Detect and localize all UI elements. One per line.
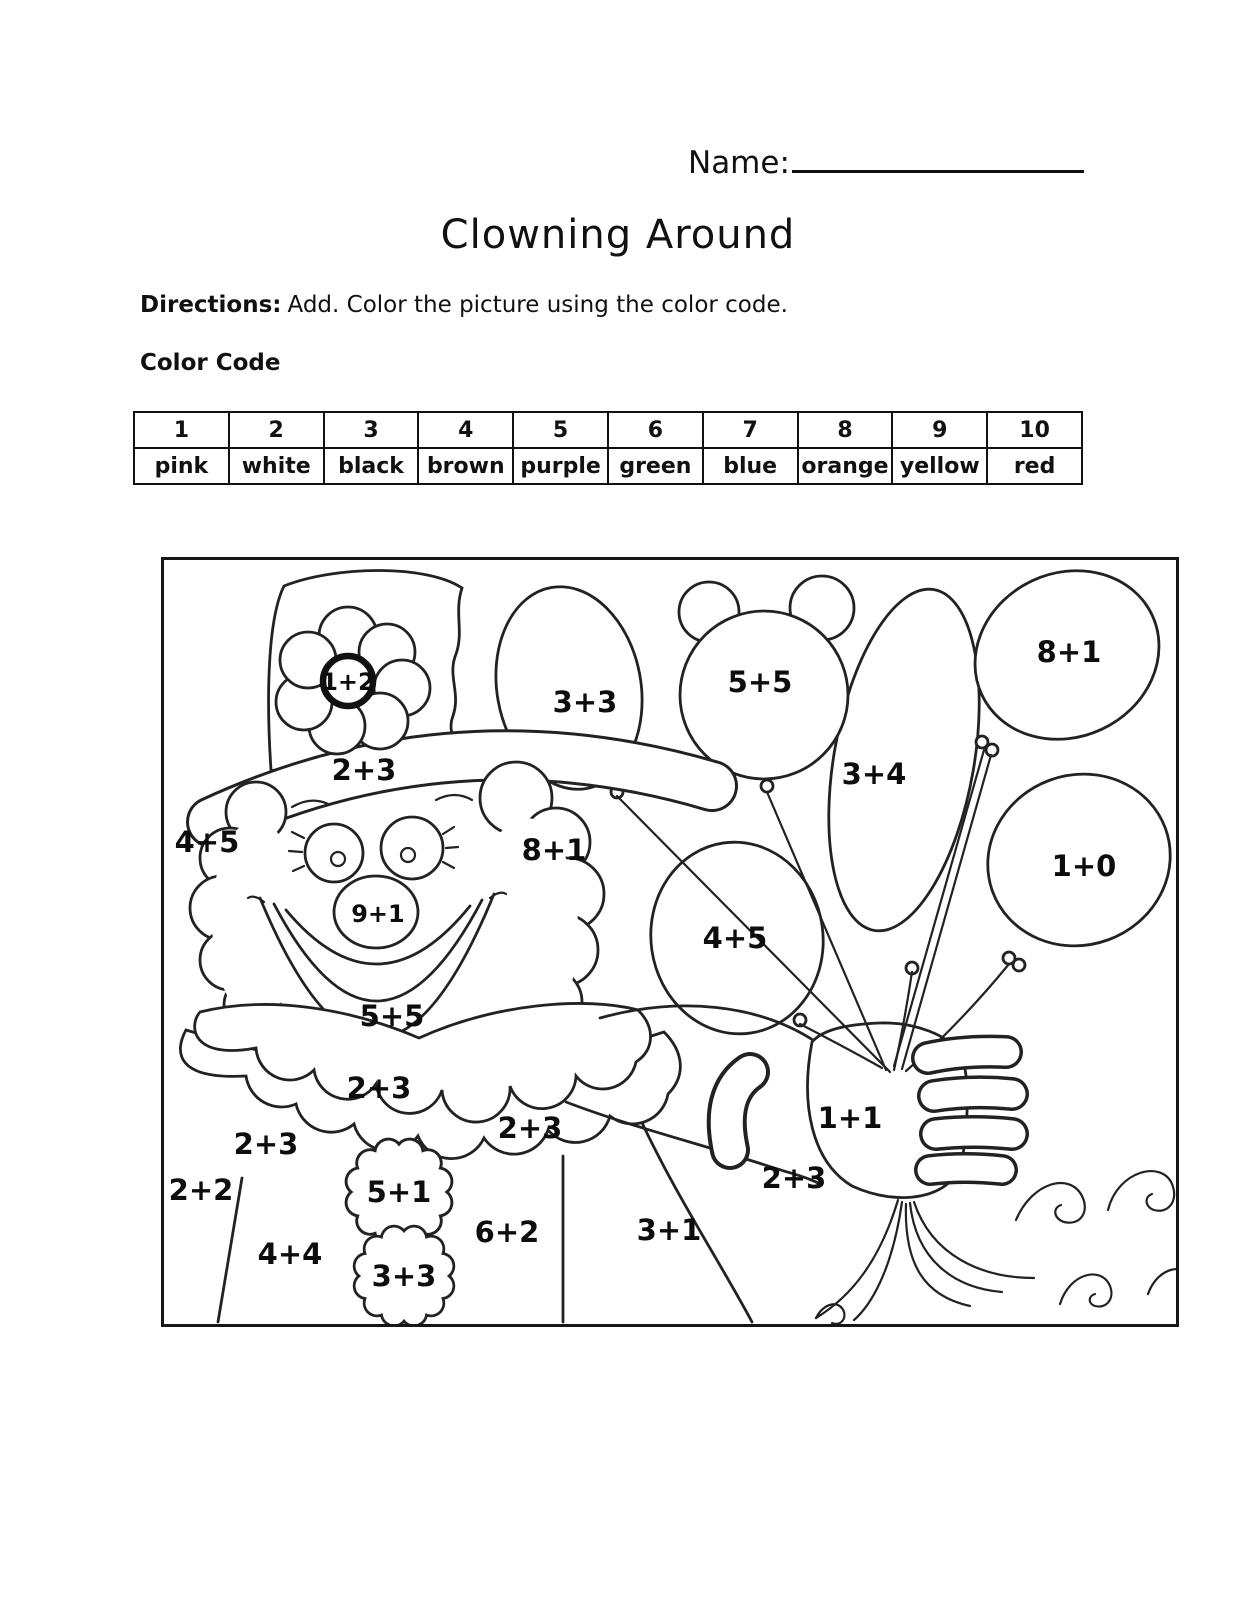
name-label: Name: bbox=[688, 145, 790, 181]
problem-nose: 9+1 bbox=[351, 900, 405, 928]
right-eyebrow bbox=[436, 795, 472, 800]
code-number-cell: 5 bbox=[513, 412, 608, 448]
code-color-cell: black bbox=[324, 448, 419, 484]
code-color-cell: green bbox=[608, 448, 703, 484]
problem-flower-center: 1+2 bbox=[321, 668, 375, 696]
code-number-cell: 4 bbox=[418, 412, 513, 448]
problem-balloon-mouse: 5+5 bbox=[727, 665, 793, 699]
problem-balloon-middle: 4+5 bbox=[702, 921, 768, 955]
directions bbox=[140, 292, 788, 318]
code-color-cell: white bbox=[229, 448, 324, 484]
problem-balloon-right: 1+0 bbox=[1051, 849, 1117, 883]
problem-body-center: 6+2 bbox=[474, 1215, 540, 1249]
code-color-cell: pink bbox=[134, 448, 229, 484]
code-color-cell: blue bbox=[703, 448, 798, 484]
problem-background-left: 4+5 bbox=[174, 825, 240, 859]
code-number-cell: 8 bbox=[798, 412, 893, 448]
code-color-cell: red bbox=[987, 448, 1082, 484]
problem-collar-top: 2+3 bbox=[346, 1071, 412, 1105]
problem-body-left: 4+4 bbox=[257, 1237, 323, 1271]
problem-hat-brim: 2+3 bbox=[331, 753, 397, 787]
code-number-cell: 1 bbox=[134, 412, 229, 448]
problem-hair-right: 8+1 bbox=[521, 833, 587, 867]
code-number-cell: 9 bbox=[892, 412, 987, 448]
problem-collar-left: 2+3 bbox=[233, 1127, 299, 1161]
code-number-cell: 7 bbox=[703, 412, 798, 448]
page-title: Clowning Around bbox=[440, 212, 796, 258]
directions-label: Directions: bbox=[140, 292, 282, 318]
problem-mouth: 5+5 bbox=[359, 999, 425, 1033]
problem-arm: 2+3 bbox=[761, 1161, 827, 1195]
problem-balloon-top-right: 8+1 bbox=[1036, 635, 1102, 669]
clown-drawing bbox=[164, 560, 1176, 1324]
color-code-numbers-row bbox=[134, 412, 1082, 448]
problem-pompom-bottom: 3+3 bbox=[371, 1259, 437, 1293]
code-color-cell: brown bbox=[418, 448, 513, 484]
coloring-picture-frame bbox=[161, 557, 1179, 1327]
color-code-label: Color Code bbox=[140, 350, 281, 376]
directions-text: Add. Color the picture using the color code. bbox=[287, 292, 788, 318]
code-color-cell: yellow bbox=[892, 448, 987, 484]
problem-balloon-long: 3+4 bbox=[841, 757, 907, 791]
problem-collar-right: 2+3 bbox=[497, 1111, 563, 1145]
code-color-cell: orange bbox=[798, 448, 893, 484]
problem-body-right: 3+1 bbox=[636, 1213, 702, 1247]
code-color-cell: purple bbox=[513, 448, 608, 484]
code-number-cell: 2 bbox=[229, 412, 324, 448]
code-number-cell: 6 bbox=[608, 412, 703, 448]
color-code-table bbox=[133, 411, 1083, 485]
problem-pompom-top: 5+1 bbox=[366, 1175, 432, 1209]
name-field bbox=[688, 140, 1084, 181]
name-blank-line bbox=[792, 140, 1084, 173]
hand-thumb bbox=[727, 1072, 750, 1150]
problem-background-far-left: 2+2 bbox=[168, 1173, 234, 1207]
problem-hand: 1+1 bbox=[817, 1101, 883, 1135]
code-number-cell: 3 bbox=[324, 412, 419, 448]
color-code-colors-row bbox=[134, 448, 1082, 484]
code-number-cell: 10 bbox=[987, 412, 1082, 448]
problem-balloon-oval: 3+3 bbox=[552, 685, 618, 719]
